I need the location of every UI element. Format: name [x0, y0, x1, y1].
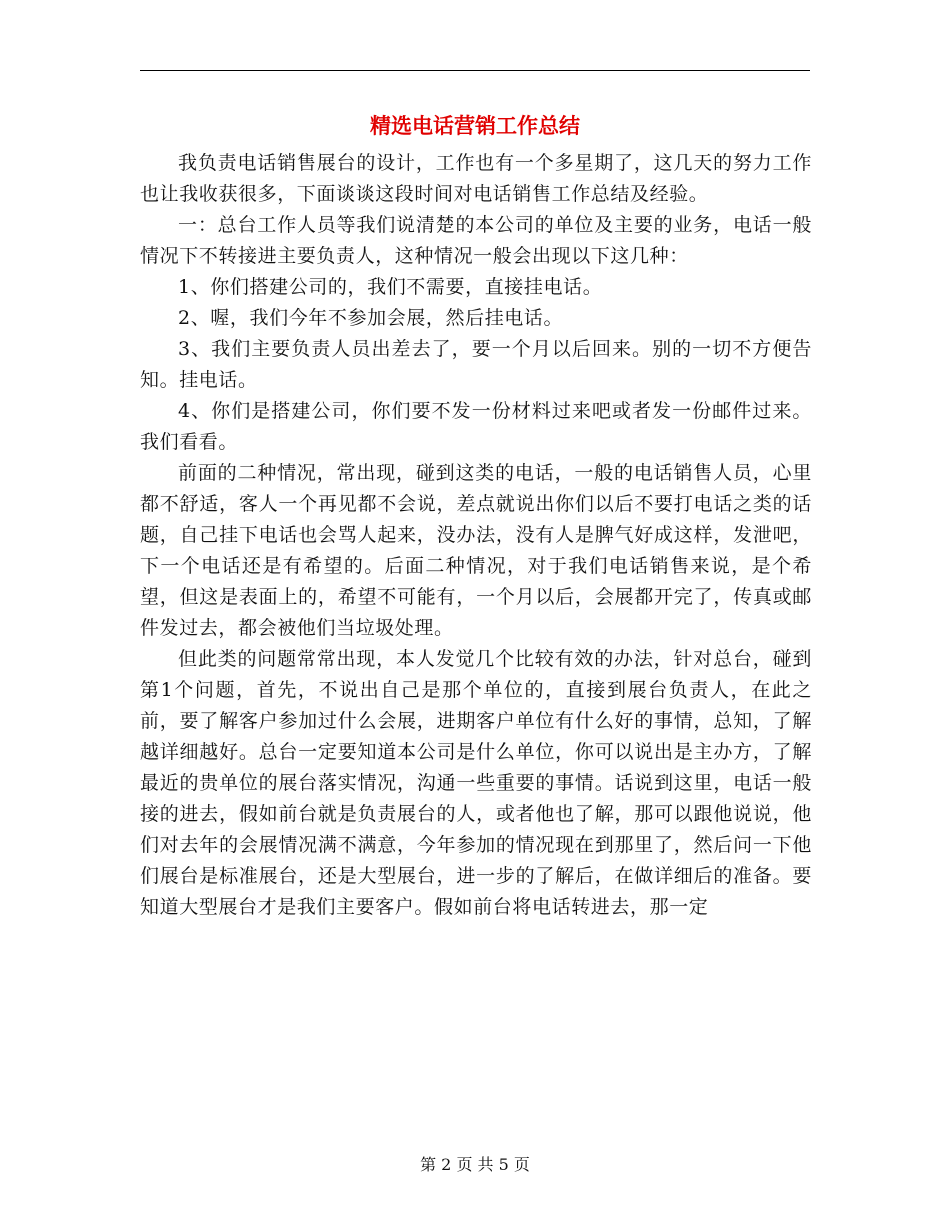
- list-item: 1、你们搭建公司的，我们不需要，直接挂电话。: [178, 276, 603, 298]
- document-title: 精选电话营销工作总结: [370, 113, 580, 138]
- document-body: [140, 148, 812, 923]
- paragraph-section-one: 一：总台工作人员等我们说清楚的本公司的单位及主要的业务，电话一般情况下不转接进主要负责人，这种情况一般会出现以下这几种：: [140, 214, 812, 267]
- paragraph-intro: 我负责电话销售展台的设计，工作也有一个多星期了，这几天的努力工作也让我收获很多，下面谈谈这段时间对电话销售工作总结及经验。: [140, 152, 812, 205]
- list-item: 2、喔，我们今年不参加会展，然后挂电话。: [178, 307, 564, 329]
- paragraph-solution: 但此类的问题常常出现，本人发觉几个比较有效的办法，针对总台，碰到第1个问题，首先，不说出自己是那个单位的，直接到展台负责人，在此之前，要了解客户参加过什么会展，进期客户单位有什么好的事情，总知，了解越详细越好。总台一定要知道本公司是什么单位，你可以说出是主办方，了解最近的贵单位的展台落实情况，沟通一些重要的事情。话说到这里，电话一般接的进去，假如前台就是负责展台的人，或者他也了解，那可以跟他说说，他们对去年的会展情况满不满意，今年参加的情况现在到那里了，然后问一下他们展台是标准展台，还是大型展台，进一步的了解后，在做详细后的准备。要知道大型展台才是我们主要客户。假如前台将电话转进去，那一定: [140, 648, 812, 918]
- paragraph-analysis: 前面的二种情况，常出现，碰到这类的电话，一般的电话销售人员，心里都不舒适，客人一个再见都不会说，差点就说出你们以后不要打电话之类的话题，自己挂下电话也会骂人起来，没办法，没有人是脾气好成这样，发泄吧，下一个电话还是有希望的。后面二种情况，对于我们电话销售来说，是个希望，但这是表面上的，希望不可能有，一个月以后，会展都开完了，传真或邮件发过去，都会被他们当垃圾处理。: [140, 462, 812, 639]
- list-item: 4、你们是搭建公司，你们要不发一份材料过来吧或者发一份邮件过来。我们看看。: [140, 400, 812, 453]
- list-item: 3、我们主要负责人员出差去了，要一个月以后回来。别的一切不方便告知。挂电话。: [140, 338, 812, 391]
- page-footer: 第 2 页 共 5 页: [420, 1155, 530, 1174]
- header-rule: [140, 70, 810, 71]
